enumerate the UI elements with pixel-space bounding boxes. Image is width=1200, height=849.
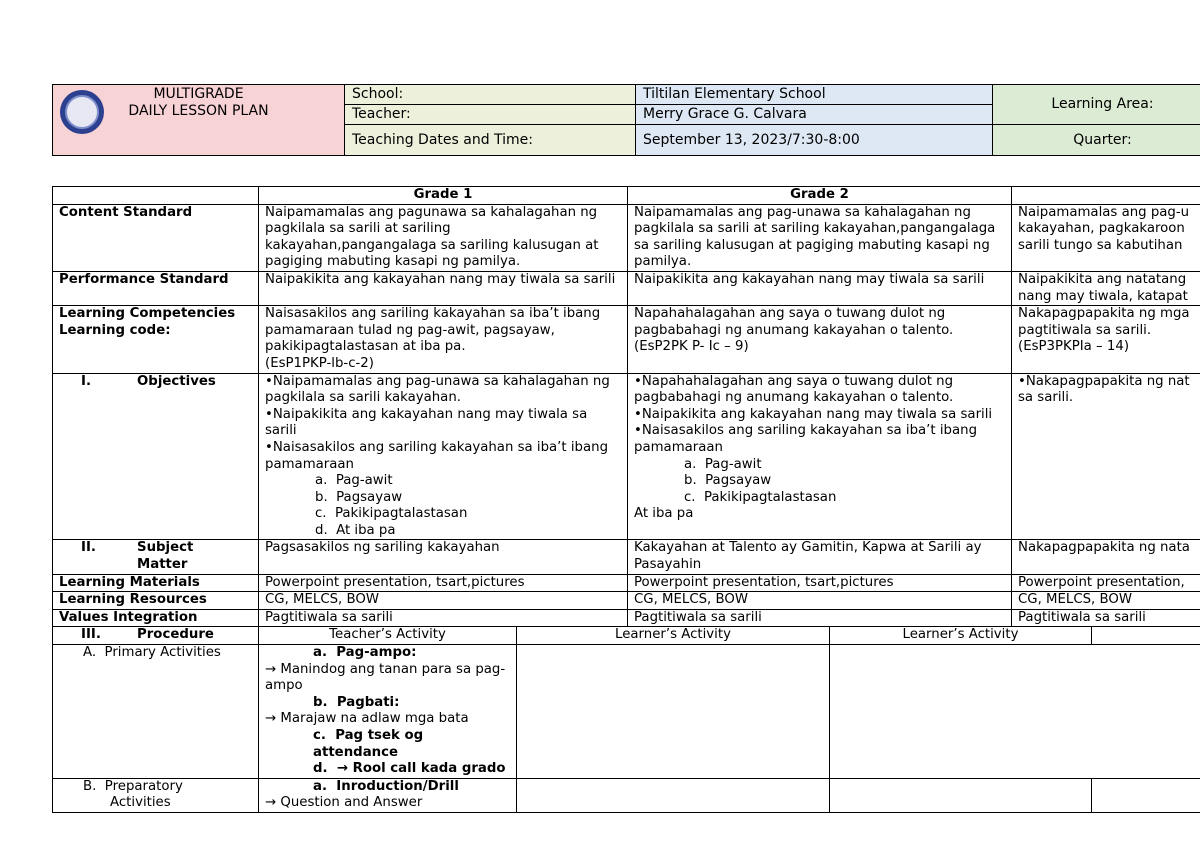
objectives-g1 (259, 373, 628, 540)
objective-item: •Naipamamalas ang pag-unawa sa kahalagahan ng pagkilala sa sarili kakayahan. (265, 373, 610, 406)
objective-item: •Naisasakilos ang sariling kakayahan sa iba’t ibang pamamaraan (265, 439, 609, 472)
activity-body: → Marajaw na adlaw mga bata (265, 711, 469, 727)
competencies-row (53, 306, 1200, 373)
competencies-label: Learning Competencies (59, 306, 236, 322)
primary-activities-teacher (259, 645, 517, 779)
grade-3-header (1012, 187, 1200, 205)
grade-1-header: Grade 1 (259, 187, 628, 205)
objectives-label: Objectives (137, 373, 216, 389)
learning-materials-g1: Powerpoint presentation, tsart,pictures (259, 574, 628, 592)
learner-activity-header-2: Learner’s Activity (830, 627, 1092, 645)
subject-matter-g3: Nakapagpapakita ng nata (1012, 540, 1200, 574)
learning-resources-g1: CG, MELCS, BOW (259, 592, 628, 610)
content-standard-row (53, 204, 1200, 271)
performance-standard-label: Performance Standard (53, 271, 259, 305)
objectives-g2-tail: At iba pa (634, 506, 694, 522)
learning-resources-row (53, 592, 1200, 610)
values-integration-g3: Pagtitiwala sa sarili (1012, 609, 1200, 627)
preparatory-activities-learner-1 (517, 778, 830, 812)
list-item: a. Pag-awit (315, 473, 393, 489)
learning-resources-g2: CG, MELCS, BOW (628, 592, 1012, 610)
list-item: a. Pag-awit (684, 456, 762, 472)
subject-matter-roman: II. (81, 540, 96, 556)
procedure-row (53, 627, 1200, 645)
content-standard-g1: Naipamamalas ang pagunawa sa kahalagahan ng pagkilala sa sarili at sariling kakayahan,pangangalaga sa sariling kalusugan at pagiging mabuting kasapi ng pamilya. (259, 204, 628, 271)
performance-standard-g3: Naipakikita ang natatang nang may tiwala, katapat (1012, 271, 1200, 305)
competencies-label-cell (53, 306, 259, 373)
competencies-g3-text: Nakapagpapakita ng mga pagtitiwala sa sarili. (1018, 306, 1190, 338)
learning-resources-label: Learning Resources (53, 592, 259, 610)
performance-standard-row (53, 271, 1200, 305)
activity-heading: a. Pag-ampo: (313, 645, 417, 661)
preparatory-activities-label-cell (53, 778, 259, 812)
preparatory-activities-label1: B. Preparatory (83, 778, 183, 794)
objectives-label-cell (53, 373, 259, 540)
header-title-line2: DAILY LESSON PLAN (128, 102, 269, 119)
teacher-activity-header: Teacher’s Activity (259, 627, 517, 645)
activity-heading: b. Pagbati: (313, 694, 400, 710)
objective-item: •Naipakikita ang kakayahan nang may tiwala sa sarili (265, 406, 588, 439)
learning-materials-g3: Powerpoint presentation, (1012, 574, 1200, 592)
subject-matter-row (53, 540, 1200, 574)
activity-heading: a. Inroduction/Drill (313, 778, 459, 794)
list-item: c. Pakikipagtalastasan (684, 489, 837, 505)
procedure-extra-cell (1092, 627, 1200, 645)
preparatory-activities-extra (1092, 778, 1200, 812)
primary-activities-learner-1 (517, 645, 830, 779)
subject-matter-label2: Matter (137, 557, 188, 573)
activity-heading: d. → Rool call kada grado (313, 761, 506, 777)
teacher-value: Merry Grace G. Calvara (636, 105, 993, 125)
primary-activities-learner-2 (830, 645, 1200, 779)
competencies-g1-code: (EsP1PKP-lb-c-2) (265, 355, 374, 371)
values-integration-label: Values Integration (53, 609, 259, 627)
activity-body: → Manindog ang tanan para sa pag-ampo (265, 661, 506, 694)
dates-label: Teaching Dates and Time: (345, 125, 636, 156)
subject-matter-g1: Pagsasakilos ng sariling kakayahan (259, 540, 628, 574)
objectives-roman: I. (81, 373, 91, 389)
competencies-g3-code: (EsP3PKPIa – 14) (1018, 339, 1130, 355)
content-standard-label: Content Standard (53, 204, 259, 271)
teacher-label: Teacher: (345, 105, 636, 125)
preparatory-activities-teacher (259, 778, 517, 812)
content-standard-g2: Naipamamalas ang pag-unawa sa kahalagahan ng pagkilala sa sarili at sariling kakayahan,pangangalaga sa sariling kalusugan at pagiging mabuting kasapi ng pamilya. (628, 204, 1012, 271)
preparatory-activities-row (53, 778, 1200, 812)
competencies-g2-code: (EsP2PK P- Ic – 9) (634, 339, 749, 355)
performance-standard-g2: Naipakikita ang kakayahan nang may tiwala sa sarili (628, 271, 1012, 305)
learning-materials-g2: Powerpoint presentation, tsart,pictures (628, 574, 1012, 592)
subject-matter-g2: Kakayahan at Talento ay Gamitin, Kapwa at Sarili ay Pasayahin (628, 540, 1012, 574)
objectives-g2-list (634, 457, 1005, 507)
list-item: d. At iba pa (315, 522, 396, 538)
objectives-g1-list (265, 473, 621, 539)
objectives-g2 (628, 373, 1012, 540)
values-integration-row (53, 609, 1200, 627)
learning-code-label: Learning code: (59, 322, 171, 338)
deped-seal-icon (60, 90, 104, 134)
grade-header-row (53, 187, 1200, 205)
corner-cell (53, 187, 259, 205)
objectives-row (53, 373, 1200, 540)
procedure-roman: III. (81, 627, 101, 643)
learning-resources-g3: CG, MELCS, BOW (1012, 592, 1200, 610)
procedure-label: Procedure (137, 627, 214, 643)
header-title-line1: MULTIGRADE (153, 86, 244, 102)
primary-activities-row (53, 645, 1200, 779)
objective-item: •Napahahalagahan ang saya o tuwang dulot ng pagbabahagi ng anumang kakayahan o talento. (634, 373, 954, 406)
values-integration-g2: Pagtitiwala sa sarili (628, 609, 1012, 627)
competencies-g3 (1012, 306, 1200, 373)
competencies-g1 (259, 306, 628, 373)
objective-item: •Naisasakilos ang sariling kakayahan sa iba’t ibang pamamaraan (634, 423, 978, 455)
performance-standard-g1: Naipakikita ang kakayahan nang may tiwala sa sarili (259, 271, 628, 305)
preparatory-activities-learner-2 (830, 778, 1092, 812)
preparatory-activities-label2: Activities (110, 795, 171, 811)
school-label: School: (345, 85, 636, 105)
header-table (52, 84, 1200, 156)
list-item: b. Pagsayaw (684, 473, 772, 489)
learning-materials-row (53, 574, 1200, 592)
objectives-g3: •Nakapagpapakita ng nat sa sarili. (1012, 373, 1200, 540)
learning-area-label: Learning Area: (993, 85, 1200, 125)
learning-materials-label: Learning Materials (53, 574, 259, 592)
activity-heading: c. Pag tsek og attendance (313, 728, 424, 760)
dates-value: September 13, 2023/7:30-8:00 (636, 125, 993, 156)
learner-activity-header-1: Learner’s Activity (517, 627, 830, 645)
competencies-g2 (628, 306, 1012, 373)
content-standard-g3: Naipamamalas ang pag-u kakayahan, pagkakaroon sarili tungo sa kabutihan (1012, 204, 1200, 271)
quarter-label: Quarter: (993, 125, 1200, 156)
school-value: Tiltilan Elementary School (636, 85, 993, 105)
competencies-g2-text: Napahahalagahan ang saya o tuwang dulot ng pagbabahagi ng anumang kakayahan o talento. (634, 306, 954, 338)
lesson-table (52, 186, 1200, 813)
list-item: c. Pakikipagtalastasan (315, 506, 468, 522)
activity-body: → Question and Answer (265, 795, 423, 811)
competencies-g1-text: Naisasakilos ang sariling kakayahan sa iba’t ibang pamamaraan tulad ng pag-awit, pagsayaw, pakikipagtalastasan at iba pa. (265, 306, 601, 355)
values-integration-g1: Pagtitiwala sa sarili (259, 609, 628, 627)
subject-matter-label-cell (53, 540, 259, 574)
objective-item: •Naipakikita ang kakayahan nang may tiwala sa sarili (634, 406, 993, 422)
subject-matter-label1: Subject (137, 540, 194, 556)
procedure-label-cell (53, 627, 259, 645)
grade-2-header: Grade 2 (628, 187, 1012, 205)
primary-activities-label: A. Primary Activities (53, 645, 259, 779)
list-item: b. Pagsayaw (315, 489, 403, 505)
